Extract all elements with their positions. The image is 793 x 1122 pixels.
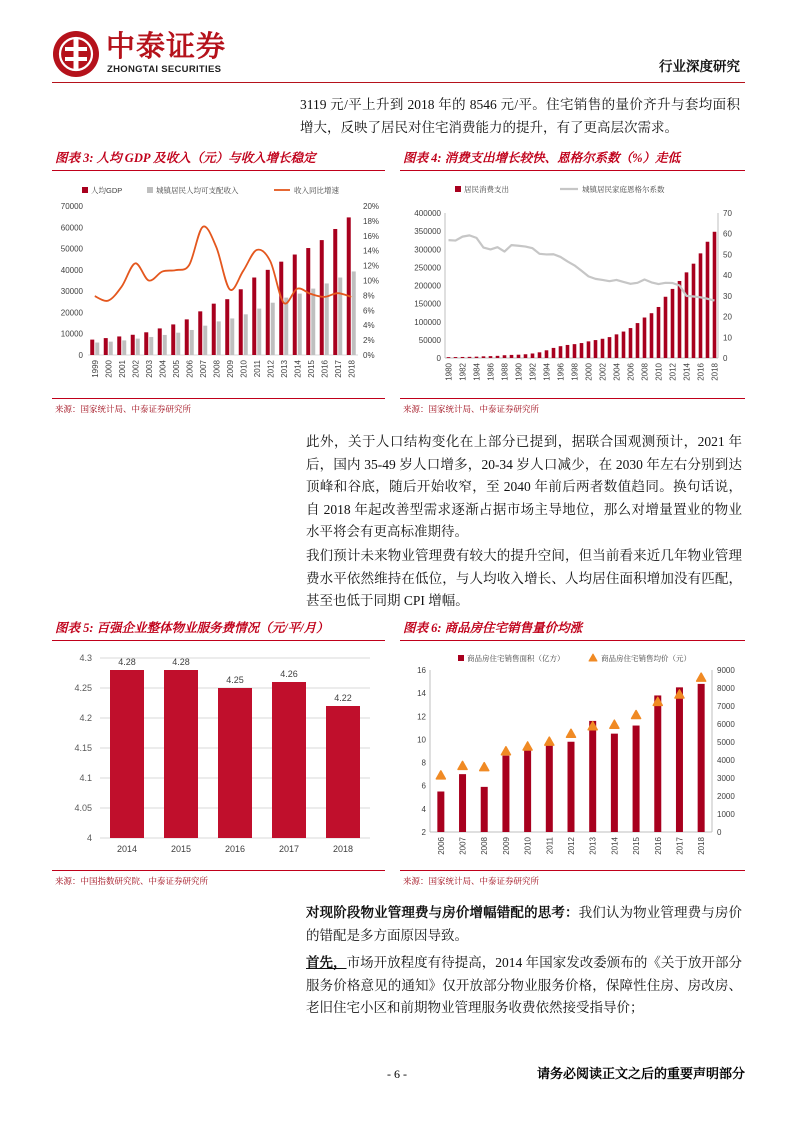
logo-mark-stem <box>74 39 79 69</box>
consumption-bar <box>559 346 563 358</box>
figure-4-chart <box>400 175 745 397</box>
y2-axis-tick-label: 8% <box>363 291 375 301</box>
average-price-marker <box>480 763 489 771</box>
x-axis-tick-label: 2010 <box>239 360 249 378</box>
y2-axis-tick-label: 9000 <box>717 666 735 675</box>
average-price-marker <box>523 742 532 750</box>
x-axis-tick-label: 1986 <box>486 363 496 381</box>
sales-area-bar <box>568 742 575 832</box>
consumption-bar <box>475 357 479 358</box>
x-axis-tick-label: 1982 <box>458 363 468 381</box>
y2-axis-tick-label: 0 <box>717 828 722 837</box>
consumption-bar <box>468 357 472 358</box>
consumption-bar <box>622 332 626 358</box>
y-axis-tick-label: 4.05 <box>74 803 92 813</box>
disposable-income-bar <box>136 339 140 355</box>
legend-price-label: 商品房住宅销售均价（元） <box>601 654 691 663</box>
figure-5-title: 图表 5: 百强企业整体物业服务费情况（元/平/月） <box>52 619 385 641</box>
sales-area-bar <box>437 792 444 833</box>
y-axis-tick-label: 6 <box>421 781 426 791</box>
x-axis-tick-label: 2004 <box>612 363 622 381</box>
disposable-income-bar <box>122 340 126 355</box>
x-axis-tick-label: 2015 <box>306 360 316 378</box>
figure-4-title: 图表 4: 消费支出增长较快、恩格尔系数（%）走低 <box>400 149 745 171</box>
x-axis-tick-label: 2010 <box>523 837 533 855</box>
gdp-per-capita-bar <box>225 299 229 355</box>
average-price-marker <box>632 710 641 718</box>
x-axis-tick-label: 2016 <box>320 360 330 378</box>
y2-axis-tick-label: 7000 <box>717 702 735 711</box>
average-price-marker <box>545 737 554 745</box>
sales-area-bar <box>502 756 509 832</box>
x-axis-tick-label: 2014 <box>293 360 303 378</box>
legend-price-swatch <box>589 654 597 661</box>
x-axis-tick-label: 1990 <box>514 363 524 381</box>
x-axis-tick-label: 2009 <box>225 360 235 378</box>
x-axis-tick-label: 2011 <box>252 360 262 378</box>
bar-value-label: 4.26 <box>280 669 298 679</box>
x-axis-tick-label: 2008 <box>480 837 490 855</box>
gdp-per-capita-bar <box>333 229 337 355</box>
sales-area-bar <box>524 748 531 832</box>
x-axis-tick-label: 2016 <box>696 363 706 381</box>
y2-axis-tick-label: 0% <box>363 351 375 360</box>
y-axis-tick-label: 0 <box>78 351 83 360</box>
service-fee-bar <box>110 670 144 838</box>
disposable-income-bar <box>338 278 342 355</box>
consumption-bar <box>566 345 570 358</box>
y2-axis-tick-label: 3000 <box>717 774 735 783</box>
consumption-bar <box>594 340 598 358</box>
x-axis-tick-label: 2007 <box>458 837 468 855</box>
disposable-income-bar <box>325 283 329 355</box>
mismatch-thinking-heading: 对现阶段物业管理费与房价增幅错配的思考： <box>306 905 579 920</box>
x-axis-tick-label: 2009 <box>501 837 511 855</box>
y2-axis-tick-label: 60 <box>723 229 732 239</box>
sales-area-bar <box>459 774 466 832</box>
report-type-label: 行业深度研究 <box>659 59 740 74</box>
sales-area-bar <box>481 787 488 832</box>
consumption-bar <box>538 352 542 358</box>
consumption-bar <box>629 328 633 358</box>
y-axis-tick-label: 250000 <box>414 263 441 273</box>
logo-wordmark-en: ZHONGTAI SECURITIES <box>107 64 222 75</box>
y2-axis-tick-label: 2000 <box>717 792 735 801</box>
disclaimer-note: 请务必阅读正文之后的重要声明部分 <box>536 1066 745 1081</box>
y2-axis-tick-label: 2% <box>363 336 375 346</box>
gdp-per-capita-bar <box>198 311 202 355</box>
disposable-income-bar <box>149 337 153 355</box>
consumption-bar <box>664 297 668 358</box>
y-axis-tick-label: 8 <box>421 758 426 768</box>
x-axis-tick-label: 2015 <box>632 837 642 855</box>
y-axis-tick-label: 10 <box>417 735 426 745</box>
y2-axis-tick-label: 6% <box>363 306 375 316</box>
figure-5-chart <box>52 645 385 867</box>
legend-gdp-label: 人均GDP <box>91 186 123 195</box>
legend-income-label: 城镇居民人均可支配收入 <box>156 186 239 195</box>
average-price-marker <box>436 771 445 779</box>
disposable-income-bar <box>190 330 194 355</box>
x-axis-tick-label: 2008 <box>212 360 222 378</box>
disposable-income-bar <box>311 289 315 355</box>
service-fee-bar <box>272 682 306 838</box>
disposable-income-bar <box>244 314 248 355</box>
x-axis-tick-label: 2016 <box>653 837 663 855</box>
disposable-income-bar <box>352 271 356 355</box>
y-axis-tick-label: 14 <box>417 689 426 699</box>
y-axis-tick-label: 4.2 <box>79 713 92 723</box>
paragraph-population-structure: 此外，关于人口结构变化在上部分已提到，据联合国观测预计，2021 年后，国内 35-49 岁人口增多，20-34 岁人口减少，在 2030 年左右分别到达顶峰和谷底，随后开始收窄，至 2040 年前后两者数值趋同。换句话说，自 2018 年起改善型需求逐渐占据市场主导地位，那么对增量置业的物业水平将会有更高标准期待。 <box>306 434 742 539</box>
figure-4-source: 来源：国家统计局、中泰证券研究所 <box>400 398 745 416</box>
consumption-bar <box>503 355 507 358</box>
figure-6-title: 图表 6: 商品房住宅销售量价均涨 <box>400 619 745 641</box>
bar-value-label: 4.22 <box>334 693 352 703</box>
y-axis-tick-label: 400000 <box>414 209 441 218</box>
y-axis-tick-label: 60000 <box>60 223 83 233</box>
average-price-marker <box>610 720 619 728</box>
paragraph-mismatch-thinking <box>306 902 742 947</box>
x-axis-tick-label: 2014 <box>116 844 138 854</box>
market-openness-lead: 首先， <box>306 955 347 970</box>
x-axis-tick-label: 2002 <box>598 363 608 381</box>
gdp-per-capita-bar <box>90 340 94 355</box>
gdp-per-capita-bar <box>117 336 121 355</box>
x-axis-tick-label: 2017 <box>278 844 300 854</box>
bar-value-label: 4.28 <box>118 657 136 667</box>
disposable-income-bar <box>203 326 207 355</box>
x-axis-tick-label: 1999 <box>90 360 100 378</box>
gdp-per-capita-bar <box>144 332 148 355</box>
x-axis-tick-label: 2003 <box>144 360 154 378</box>
y-axis-tick-label: 2 <box>421 828 426 837</box>
legend-income-swatch <box>147 187 153 193</box>
disposable-income-bar <box>284 298 288 355</box>
consumption-bar <box>671 289 675 358</box>
x-axis-tick-label: 2006 <box>626 363 636 381</box>
x-axis-tick-label: 2004 <box>158 360 168 378</box>
x-axis-tick-label: 2012 <box>668 363 678 381</box>
sales-area-bar <box>654 695 661 832</box>
x-axis-tick-label: 2001 <box>117 360 127 378</box>
y2-axis-tick-label: 0 <box>723 354 728 363</box>
consumption-bar <box>489 356 493 358</box>
gdp-per-capita-bar <box>266 270 270 355</box>
average-price-marker <box>697 673 706 681</box>
y2-axis-tick-label: 70 <box>723 209 732 218</box>
y-axis-tick-label: 4.1 <box>79 773 92 783</box>
disposable-income-bar <box>176 333 180 355</box>
gdp-per-capita-bar <box>171 324 175 355</box>
gdp-per-capita-bar <box>347 217 351 355</box>
gdp-per-capita-bar <box>131 335 135 355</box>
sales-area-bar <box>589 721 596 832</box>
paragraph-fee-outlook: 我们预计未来物业管理费有较大的提升空间，但当前看来近几年物业管理费水平依然维持在低位，与人均收入增长、人均居住面积增加没有匹配，甚至也低于同期 CPI 增幅。 <box>306 548 742 608</box>
consumption-bar <box>447 357 451 358</box>
y-axis-tick-label: 350000 <box>414 227 441 237</box>
y2-axis-tick-label: 50 <box>723 250 732 260</box>
y-axis-tick-label: 4.3 <box>79 653 92 663</box>
paragraph-price-rise: 3119 元/平上升到 2018 年的 8546 元/平。住宅销售的量价齐升与套均面积增大，反映了居民对住宅消费能力的提升，有了更高层次需求。 <box>300 97 740 135</box>
consumption-bar <box>461 357 465 358</box>
consumption-bar <box>650 313 654 358</box>
y-axis-tick-label: 150000 <box>414 299 441 309</box>
consumption-bar <box>678 281 682 358</box>
service-fee-bar <box>326 706 360 838</box>
x-axis-tick-label: 2015 <box>170 844 192 854</box>
disposable-income-bar <box>95 343 99 355</box>
gdp-per-capita-bar <box>252 278 256 355</box>
figure-3-title: 图表 3: 人均 GDP 及收入（元）与收入增长稳定 <box>52 149 385 171</box>
x-axis-tick-label: 2010 <box>654 363 664 381</box>
x-axis-tick-label: 2007 <box>198 360 208 378</box>
y2-axis-tick-label: 1000 <box>717 810 735 819</box>
consumption-bar <box>699 253 703 358</box>
consumption-bar <box>580 343 584 358</box>
consumption-bar <box>608 337 612 358</box>
x-axis-tick-label: 2013 <box>279 360 289 378</box>
x-axis-tick-label: 2011 <box>545 837 555 855</box>
y-axis-tick-label: 200000 <box>414 281 441 291</box>
x-axis-tick-label: 2018 <box>347 360 357 378</box>
x-axis-tick-label: 2017 <box>675 837 685 855</box>
consumption-bar <box>517 355 521 358</box>
gdp-per-capita-bar <box>239 289 243 355</box>
x-axis-tick-label: 1988 <box>500 363 510 381</box>
y-axis-tick-label: 300000 <box>414 245 441 255</box>
y-axis-tick-label: 30000 <box>60 287 83 297</box>
disposable-income-bar <box>163 335 167 355</box>
x-axis-tick-label: 2016 <box>224 844 246 854</box>
figure-3-chart <box>52 175 385 397</box>
y2-axis-tick-label: 6000 <box>717 720 735 729</box>
consumption-bar <box>552 348 556 358</box>
y2-axis-tick-label: 14% <box>363 246 380 256</box>
consumption-bar <box>531 353 535 358</box>
y2-axis-tick-label: 20 <box>723 312 732 322</box>
gdp-per-capita-bar <box>212 304 216 355</box>
y2-axis-tick-label: 5000 <box>717 738 735 747</box>
sales-area-bar <box>676 687 683 832</box>
consumption-bar <box>545 350 549 358</box>
consumption-bar <box>643 318 647 358</box>
disposable-income-bar <box>298 294 302 355</box>
disposable-income-bar <box>271 303 275 355</box>
x-axis-tick-label: 2014 <box>610 837 620 855</box>
legend-growth-label: 收入同比增速 <box>294 186 339 195</box>
gdp-per-capita-bar <box>279 262 283 355</box>
figure-3-source: 来源：国家统计局、中泰证券研究所 <box>52 398 385 416</box>
x-axis-tick-label: 2000 <box>104 360 114 378</box>
y2-axis-tick-label: 4% <box>363 321 375 331</box>
logo-wordmark-cn: 中泰证券 <box>106 31 227 63</box>
legend-gdp-swatch <box>82 187 88 193</box>
sales-area-bar <box>698 684 705 832</box>
x-axis-tick-label: 2012 <box>567 837 576 855</box>
x-axis-tick-label: 2013 <box>588 837 598 855</box>
y2-axis-tick-label: 4000 <box>717 756 735 765</box>
x-axis-tick-label: 2006 <box>436 837 446 855</box>
consumption-bar <box>615 334 619 358</box>
consumption-bar <box>713 232 717 358</box>
legend-engel-label: 城镇居民家庭恩格尔系数 <box>582 185 665 194</box>
y-axis-tick-label: 4.25 <box>74 683 92 693</box>
mismatch-thinking-text: 我们认为物业管理费与房价的错配是多方面原因导致。 <box>306 905 743 943</box>
sales-area-bar <box>611 734 618 832</box>
y-axis-tick-label: 40000 <box>60 265 83 275</box>
y-axis-tick-label: 16 <box>417 666 426 675</box>
x-axis-tick-label: 2008 <box>640 363 650 381</box>
disposable-income-bar <box>109 342 113 355</box>
y-axis-tick-label: 4 <box>421 804 426 814</box>
consumption-bar <box>601 339 605 358</box>
consumption-bar <box>692 264 696 358</box>
service-fee-bar <box>218 688 252 838</box>
y2-axis-tick-label: 18% <box>363 216 380 226</box>
engel-coefficient-line <box>449 235 715 300</box>
x-axis-tick-label: 1992 <box>528 363 538 381</box>
market-openness-text: 市场开放程度有待提高，2014 年国家发改委颁布的《关于放开部分服务价格意见的通知》仅开放部分物业服务价格，保障性住房、房改房、老旧住宅小区和前期物业管理服务收费依然接受指导价； <box>306 955 742 1015</box>
zhongtai-logo-icon <box>52 30 100 78</box>
y-axis-tick-label: 4 <box>86 833 92 843</box>
consumption-bar <box>524 354 528 358</box>
y-axis-tick-label: 20000 <box>60 308 83 318</box>
x-axis-tick-label: 1984 <box>472 363 482 381</box>
average-price-marker <box>458 761 467 769</box>
x-axis-tick-label: 2012 <box>266 360 276 378</box>
x-axis-tick-label: 1998 <box>570 363 580 381</box>
bar-value-label: 4.28 <box>172 657 190 667</box>
consumption-bar <box>510 355 514 358</box>
gdp-per-capita-bar <box>293 255 297 355</box>
x-axis-tick-label: 2018 <box>710 363 720 381</box>
x-axis-tick-label: 2018 <box>332 844 354 854</box>
consumption-bar <box>496 356 500 358</box>
consumption-bar <box>636 323 640 358</box>
y2-axis-tick-label: 8000 <box>717 684 735 693</box>
disposable-income-bar <box>230 318 234 355</box>
gdp-per-capita-bar <box>185 319 189 355</box>
y2-axis-tick-label: 40 <box>723 271 732 281</box>
logo-mark-bar-top <box>65 47 87 51</box>
x-axis-tick-label: 1996 <box>556 363 566 381</box>
average-price-marker <box>567 729 576 737</box>
sales-area-bar <box>633 726 640 832</box>
y-axis-tick-label: 50000 <box>418 335 441 345</box>
disposable-income-bar <box>217 321 221 355</box>
legend-consumption-swatch <box>455 186 461 192</box>
legend-area-label: 商品房住宅销售面积（亿方） <box>467 654 565 663</box>
figure-6-source: 来源：国家统计局、中泰证券研究所 <box>400 870 745 888</box>
y2-axis-tick-label: 16% <box>363 231 380 241</box>
y-axis-tick-label: 12 <box>417 712 426 722</box>
x-axis-tick-label: 1980 <box>444 363 454 381</box>
y-axis-tick-label: 100000 <box>414 317 441 327</box>
y2-axis-tick-label: 20% <box>363 202 380 211</box>
y2-axis-tick-label: 10% <box>363 276 380 286</box>
x-axis-tick-label: 2005 <box>171 360 181 378</box>
x-axis-tick-label: 2002 <box>131 360 141 378</box>
y2-axis-tick-label: 12% <box>363 261 380 271</box>
disposable-income-bar <box>257 309 261 355</box>
logo-mark-bar-bottom <box>65 57 87 61</box>
service-fee-bar <box>164 670 198 838</box>
sales-area-bar <box>546 743 553 832</box>
x-axis-tick-label: 1994 <box>542 363 552 381</box>
figure-6-chart <box>400 645 745 869</box>
consumption-bar <box>454 357 458 358</box>
figure-5-source: 来源：中国指数研究院、中泰证券研究所 <box>52 870 385 888</box>
y-axis-tick-label: 10000 <box>60 329 83 339</box>
paragraph-market-openness <box>306 952 742 1020</box>
x-axis-tick-label: 2006 <box>185 360 195 378</box>
consumption-bar <box>587 341 591 358</box>
gdp-per-capita-bar <box>306 248 310 355</box>
gdp-per-capita-bar <box>158 328 162 355</box>
header-divider <box>52 82 745 83</box>
bar-value-label: 4.25 <box>226 675 244 685</box>
consumption-bar <box>685 272 689 358</box>
gdp-per-capita-bar <box>104 338 108 355</box>
x-axis-tick-label: 2014 <box>682 363 692 381</box>
y-axis-tick-label: 4.15 <box>74 743 92 753</box>
y2-axis-tick-label: 30 <box>723 291 732 301</box>
y-axis-tick-label: 0 <box>436 354 441 363</box>
consumption-bar <box>482 356 486 358</box>
consumption-bar <box>657 307 661 358</box>
consumption-bar <box>573 344 577 358</box>
x-axis-tick-label: 2017 <box>333 360 343 378</box>
average-price-marker <box>501 747 510 755</box>
y-axis-tick-label: 50000 <box>60 244 83 254</box>
x-axis-tick-label: 2018 <box>697 837 707 855</box>
page-number: - 6 - <box>387 1067 407 1081</box>
x-axis-tick-label: 2000 <box>584 363 594 381</box>
y-axis-tick-label: 70000 <box>60 202 83 211</box>
legend-area-swatch <box>458 655 464 661</box>
legend-consumption-label: 居民消费支出 <box>464 185 509 194</box>
y2-axis-tick-label: 10 <box>723 333 732 343</box>
